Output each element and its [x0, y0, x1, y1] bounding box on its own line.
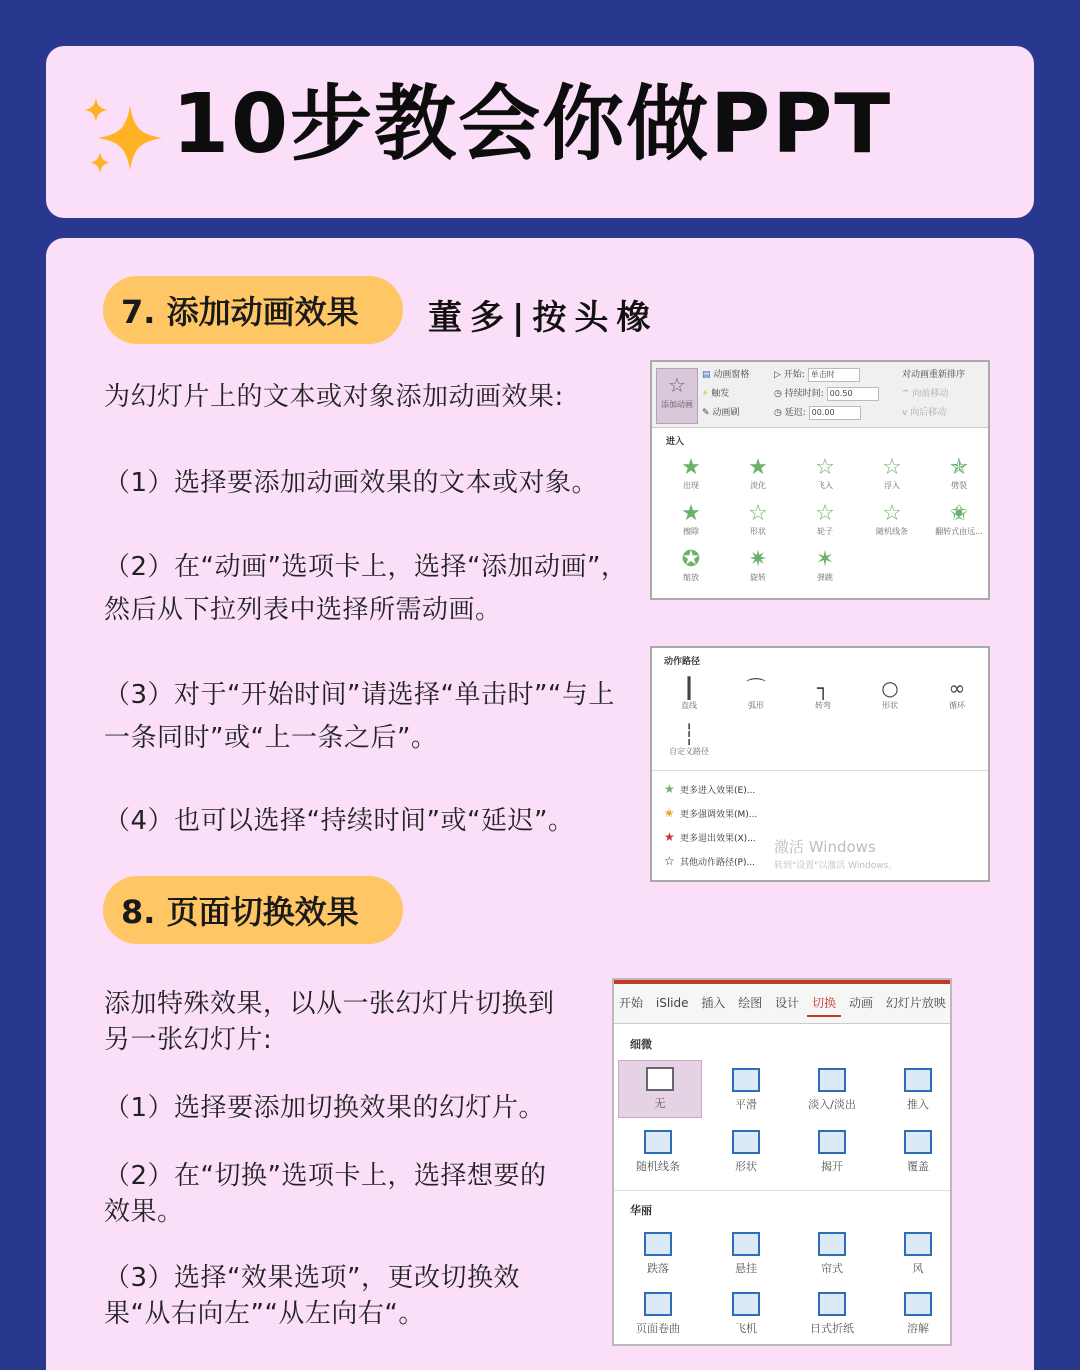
wind-icon [904, 1232, 932, 1256]
cover-icon [904, 1130, 932, 1154]
path-label: 自定义路径 [669, 747, 709, 756]
star-icon: ✷ [748, 547, 768, 572]
path-label: 转弯 [815, 701, 831, 710]
path-loop[interactable] [932, 676, 982, 711]
transition-uncover[interactable] [792, 1130, 872, 1174]
section-8-intro: 添加特殊效果，以从一张幻灯片切换到另一张幻灯片: [104, 989, 555, 1055]
section-7-step-3: （3）对于“开始时间”请选择“单击时”“与上一条同时”或“上一条之后”。 [104, 680, 615, 753]
effect-label: 轮子 [817, 527, 833, 536]
section-7-heading: 7. 添加动画效果 [103, 276, 403, 344]
lightning-icon: ⚡ [702, 389, 709, 399]
ribbon-tabs [614, 980, 950, 1024]
effect-label: 淡化 [750, 481, 766, 490]
brush-icon: ✎ [702, 408, 710, 418]
star-icon: ☆ [815, 455, 835, 480]
star-icon: ☆ [882, 455, 902, 480]
transition-label: 形状 [735, 1160, 757, 1173]
delay-input[interactable]: 00.00 [809, 406, 861, 420]
menu-label: 更多强调效果(M)... [680, 810, 758, 820]
transition-drape[interactable] [706, 1232, 786, 1276]
section-7-intro: 为幻灯片上的文本或对象添加动画效果: [104, 382, 564, 412]
section-7-step-4: （4）也可以选择“持续时间”或“延迟”。 [104, 806, 575, 836]
effect-shape[interactable] [733, 502, 783, 537]
delay-row [774, 404, 879, 423]
transition-random-bars[interactable] [618, 1130, 698, 1174]
effect-label: 缩放 [683, 573, 699, 582]
animation-pane-button[interactable] [702, 366, 749, 385]
transition-fall-over[interactable] [618, 1232, 698, 1276]
activate-windows-hint: 转到"设置"以激活 Windows。 [774, 861, 898, 871]
delay-clock-icon: ◷ [774, 408, 782, 418]
effect-wheel[interactable] [800, 502, 850, 537]
transition-label: 溶解 [907, 1322, 929, 1335]
transition-page-curl[interactable] [618, 1292, 698, 1336]
transition-label: 推入 [907, 1098, 929, 1111]
effect-label: 形状 [750, 527, 766, 536]
delay-label: 延迟: [784, 408, 806, 418]
custom-path-icon: ┆ [682, 722, 696, 746]
menu-more-entrance[interactable] [664, 782, 755, 796]
move-earlier-button[interactable]: ^ 向前移动 [902, 389, 949, 399]
path-label: 弧形 [748, 701, 764, 710]
ribbon-column-timing [774, 366, 879, 423]
play-icon: ▷ [774, 370, 781, 380]
tab-draw[interactable]: 绘图 [738, 996, 763, 1010]
star-icon: ✬ [949, 501, 969, 526]
effect-random-bars[interactable] [867, 502, 917, 537]
fall-over-icon [644, 1232, 672, 1256]
animation-ribbon-screenshot [650, 360, 990, 600]
tab-slideshow[interactable]: 幻灯片放映 [885, 996, 946, 1010]
transition-push[interactable] [878, 1068, 958, 1112]
star-outline-icon: ☆ [664, 854, 675, 868]
effect-fade[interactable] [733, 456, 783, 491]
fade-icon [818, 1068, 846, 1092]
turn-path-icon: ┐ [816, 676, 830, 700]
clock-icon: ◷ [774, 389, 782, 399]
menu-label: 更多退出效果(X)... [680, 834, 756, 844]
star-icon: ☆ [748, 501, 768, 526]
push-icon [904, 1068, 932, 1092]
animation-painter-button[interactable] [702, 404, 749, 423]
blank-slide-icon [646, 1067, 674, 1091]
effect-label: 随机线条 [876, 527, 908, 536]
effect-wipe[interactable] [666, 502, 716, 537]
path-arc[interactable] [731, 676, 781, 711]
transition-airplane[interactable] [706, 1292, 786, 1336]
transition-label: 页面卷曲 [636, 1322, 680, 1335]
motion-path-label: 动作路径 [664, 657, 701, 667]
section-7-step-2: （2）在“动画”选项卡上，选择“添加动画”，然后从下拉列表中选择所需动画。 [104, 552, 628, 625]
transition-label: 风 [912, 1262, 924, 1275]
path-custom[interactable] [664, 722, 714, 757]
effect-swivel[interactable] [733, 548, 783, 583]
effect-label: 旋转 [750, 573, 766, 582]
trigger-label: 触发 [711, 389, 730, 399]
move-later-button[interactable]: v 向后移动 [902, 408, 947, 418]
move-later-label: 向后移动 [910, 408, 947, 418]
transition-label: 跌落 [647, 1262, 669, 1275]
random-bars-icon [644, 1130, 672, 1154]
effect-label: 翻转式由远... [935, 527, 983, 536]
section-8-step-1: （1）选择要添加切换效果的幻灯片。 [104, 1093, 546, 1123]
transition-label: 淡入/淡出 [808, 1098, 856, 1111]
start-label: 开始: [783, 370, 805, 380]
effect-zoom[interactable] [666, 548, 716, 583]
star-icon: ☆ [668, 373, 686, 397]
author-name: 董多|按头橡 [428, 298, 659, 338]
transition-label: 揭开 [821, 1160, 843, 1173]
shape-icon [732, 1130, 760, 1154]
curtains-icon [818, 1232, 846, 1256]
enter-section-label: 进入 [666, 437, 685, 447]
morph-icon [732, 1068, 760, 1092]
transition-cover[interactable] [878, 1130, 958, 1174]
animation-pane-label: 动画窗格 [713, 370, 750, 380]
section-7-step-1: （1）选择要添加动画效果的文本或对象。 [104, 468, 599, 498]
exciting-section-label: 华丽 [630, 1204, 652, 1217]
path-label: 循环 [949, 701, 965, 710]
transition-none[interactable] [618, 1060, 702, 1118]
star-icon: ☆ [815, 501, 835, 526]
effect-label: 出现 [683, 481, 699, 490]
subtle-section-label: 细微 [630, 1038, 652, 1051]
star-icon: ☆ [882, 501, 902, 526]
transition-label: 悬挂 [735, 1262, 757, 1275]
dissolve-icon [904, 1292, 932, 1316]
effect-label: 擦除 [683, 527, 699, 536]
motion-path-screenshot [650, 646, 990, 882]
effect-label: 飞入 [817, 481, 833, 490]
effect-label: 劈裂 [951, 481, 967, 490]
duration-input[interactable]: 00.50 [827, 387, 879, 401]
tab-transitions[interactable]: 切换 [807, 984, 841, 1017]
menu-more-exit[interactable] [664, 830, 756, 844]
section-8-step-2: （2）在“切换”选项卡上，选择想要的效果。 [104, 1161, 547, 1227]
effect-float-in[interactable] [867, 456, 917, 491]
section-8-step-3: （3）选择“效果选项”，更改切换效果“从右向左”“从左向右“。 [104, 1263, 520, 1329]
star-icon: ★ [681, 455, 701, 480]
page-title: 10步教会你做PPT [172, 77, 893, 172]
transition-label: 帘式 [821, 1262, 843, 1275]
menu-label: 其他动作路径(P)... [680, 858, 756, 868]
reorder-label: 对动画重新排序 [902, 370, 966, 380]
transition-label: 覆盖 [907, 1160, 929, 1173]
star-icon: ★ [664, 782, 675, 796]
ribbon-column-1 [702, 366, 749, 423]
divider [652, 770, 988, 771]
effect-bounce[interactable] [800, 548, 850, 583]
start-select[interactable]: 单击时 [808, 368, 860, 382]
section-8-heading: 8. 页面切换效果 [103, 876, 403, 944]
transition-curtains[interactable] [792, 1232, 872, 1276]
arc-path-icon: ⌒ [746, 676, 766, 700]
menu-more-emphasis[interactable] [664, 806, 757, 820]
origami-icon [818, 1292, 846, 1316]
path-label: 形状 [882, 701, 898, 710]
path-line[interactable] [664, 676, 714, 711]
star-icon: ✯ [949, 455, 969, 480]
star-icon: ✪ [681, 547, 701, 572]
line-path-icon: ┃ [682, 676, 696, 700]
tab-home[interactable]: 开始 [619, 996, 644, 1010]
divider [614, 1190, 950, 1191]
tab-design[interactable]: 设计 [775, 996, 800, 1010]
uncover-icon [818, 1130, 846, 1154]
star-icon: ★ [681, 501, 701, 526]
transition-label: 无 [654, 1097, 666, 1110]
effect-grow-turn[interactable] [930, 502, 988, 537]
page-curl-icon [644, 1292, 672, 1316]
transition-morph[interactable] [706, 1068, 786, 1112]
menu-other-paths[interactable] [664, 854, 755, 868]
path-label: 直线 [681, 701, 697, 710]
effect-label: 弹跳 [817, 573, 833, 582]
add-animation-button[interactable] [656, 368, 698, 424]
tab-animations[interactable]: 动画 [848, 996, 873, 1010]
transition-label: 随机线条 [636, 1160, 680, 1173]
pane-icon: ▤ [702, 370, 711, 380]
sparkle-icon [80, 96, 170, 180]
animation-ribbon [652, 362, 988, 428]
duration-row [774, 385, 879, 404]
move-earlier-label: 向前移动 [912, 389, 949, 399]
duration-label: 持续时间: [784, 389, 824, 399]
ribbon-column-reorder [902, 366, 965, 423]
activate-windows-watermark: 激活 Windows [774, 838, 876, 856]
path-turn[interactable] [798, 676, 848, 711]
transition-label: 平滑 [735, 1098, 757, 1111]
star-icon: ✬ [664, 806, 675, 820]
effect-fly-in[interactable] [800, 456, 850, 491]
transition-origami[interactable] [792, 1292, 872, 1336]
loop-path-icon: ∞ [948, 676, 966, 700]
tab-insert[interactable]: 插入 [701, 996, 726, 1010]
star-icon: ★ [664, 830, 675, 844]
transition-dissolve[interactable] [878, 1292, 958, 1336]
trigger-button[interactable] [702, 385, 749, 404]
add-animation-label: 添加动画 [661, 400, 693, 409]
transition-ribbon-screenshot [612, 978, 952, 1346]
star-icon: ★ [748, 455, 768, 480]
transition-label: 飞机 [735, 1322, 757, 1335]
effect-split[interactable] [934, 456, 984, 491]
transition-label: 日式折纸 [810, 1322, 854, 1335]
start-row [774, 366, 879, 385]
transition-fade[interactable] [792, 1068, 872, 1112]
animation-painter-label: 动画刷 [712, 408, 740, 418]
effect-label: 浮入 [884, 481, 900, 490]
transition-shape[interactable] [706, 1130, 786, 1174]
effect-appear[interactable] [666, 456, 716, 491]
tab-islide[interactable]: iSlide [655, 996, 689, 1010]
circle-path-icon: ○ [881, 676, 899, 700]
airplane-icon [732, 1292, 760, 1316]
path-shape[interactable] [865, 676, 915, 711]
transition-wind[interactable] [878, 1232, 958, 1276]
drape-icon [732, 1232, 760, 1256]
star-icon: ✶ [815, 547, 835, 572]
menu-label: 更多进入效果(E)... [680, 786, 756, 796]
